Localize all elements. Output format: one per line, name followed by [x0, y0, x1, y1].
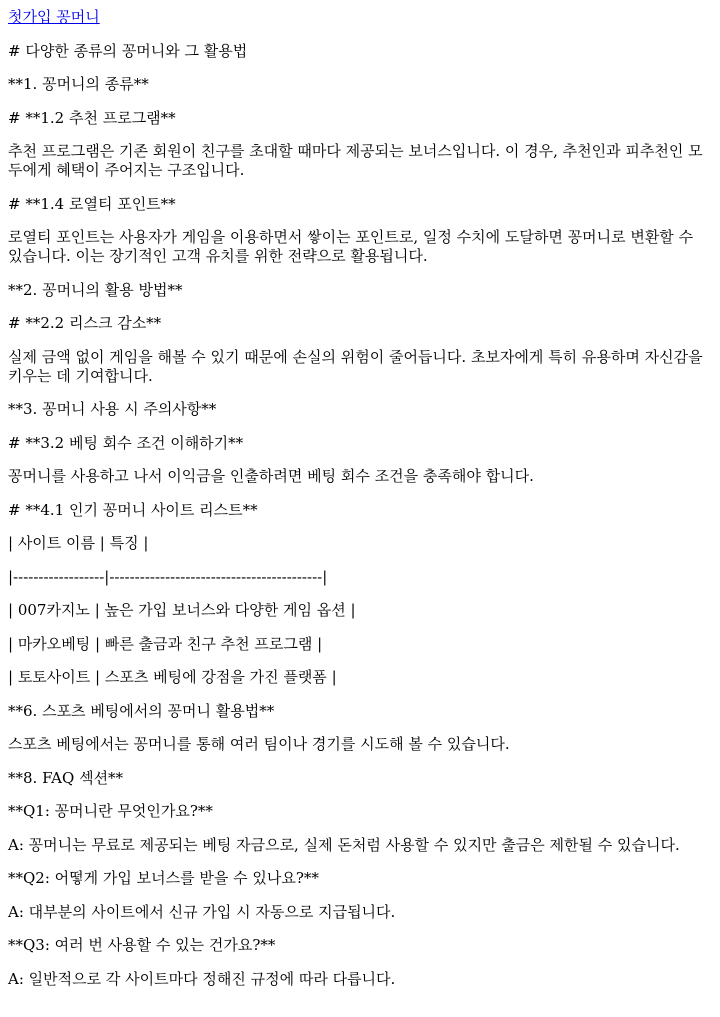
faq-a2: A: 대부분의 사이트에서 신규 가입 시 자동으로 지급됩니다.: [8, 902, 396, 921]
section-3-2-text: 꽁머니를 사용하고 나서 이익금을 인출하려면 베팅 회수 조건을 충족해야 합니다.: [8, 467, 534, 485]
faq-q3: **Q3: 여러 번 사용할 수 있는 건가요?**: [8, 936, 276, 954]
faq-q1: **Q1: 꽁머니란 무엇인가요?**: [8, 802, 213, 820]
section-8-title: **8. FAQ 섹션**: [8, 768, 124, 787]
section-1-2-heading: # **1.2 추천 프로그램**: [8, 108, 176, 127]
table-row-1: | 007카지노 | 높은 가입 보너스와 다양한 게임 옵션 |: [8, 601, 356, 619]
table-header-row: | 사이트 이름 | 특징 |: [8, 534, 149, 552]
section-1-4-text: 로열티 포인트는 사용자가 게임을 이용하면서 쌓이는 포인트로, 일정 수치에 도달하면 꽁머니로 변환할 수 있습니다. 이는 장기적인 고객 유치를 위한 전략으로 활용됩니다.: [8, 228, 694, 265]
table-separator-row: |------------------|------------------------------------------|: [8, 567, 328, 586]
faq-a1: A: 꽁머니는 무료로 제공되는 베팅 자금으로, 실제 돈처럼 사용할 수 있지만 출금은 제한될 수 있습니다.: [8, 835, 680, 854]
faq-a3: A: 일반적으로 각 사이트마다 정해진 규정에 따라 다릅니다.: [8, 969, 396, 988]
section-3-title: **3. 꽁머니 사용 시 주의사항**: [8, 400, 217, 418]
section-4-1-heading: # **4.1 인기 꽁머니 사이트 리스트**: [8, 500, 258, 519]
section-2-2-text: 실제 금액 없이 게임을 해볼 수 있기 때문에 손실의 위험이 줄어듭니다. 초보자에게 특히 유용하며 자신감을 키우는 데 기여합니다.: [8, 347, 703, 385]
faq-q2: **Q2: 어떻게 가입 보너스를 받을 수 있나요?**: [8, 869, 319, 887]
section-1-title: **1. 꽁머니의 종류**: [8, 75, 149, 93]
section-6-title: **6. 스포츠 베팅에서의 꽁머니 활용법**: [8, 701, 275, 720]
table-row-2: | 마카오베팅 | 빠른 출금과 친구 추천 프로그램 |: [8, 634, 323, 653]
section-2-2-heading: # **2.2 리스크 감소**: [8, 314, 162, 332]
heading-main: # 다양한 종류의 꽁머니와 그 활용법: [8, 41, 248, 60]
top-link-paragraph: [8, 8, 712, 27]
table-row-3: | 토토사이트 | 스포츠 베팅에 강점을 가진 플랫폼 |: [8, 668, 337, 686]
section-1-4-heading: # **1.4 로열티 포인트**: [8, 194, 176, 213]
section-2-title: **2. 꽁머니의 활용 방법**: [8, 280, 183, 299]
section-6-text: 스포츠 베팅에서는 꽁머니를 통해 여러 팀이나 경기를 시도해 볼 수 있습니다.: [8, 735, 510, 753]
title-link[interactable]: 첫가입 꽁머니: [8, 8, 100, 26]
section-1-2-text: 추천 프로그램은 기존 회원이 친구를 초대할 때마다 제공되는 보너스입니다. 이 경우, 추천인과 피추천인 모두에게 혜택이 주어지는 구조입니다.: [8, 142, 703, 179]
section-3-2-heading: # **3.2 베팅 회수 조건 이해하기**: [8, 433, 244, 452]
